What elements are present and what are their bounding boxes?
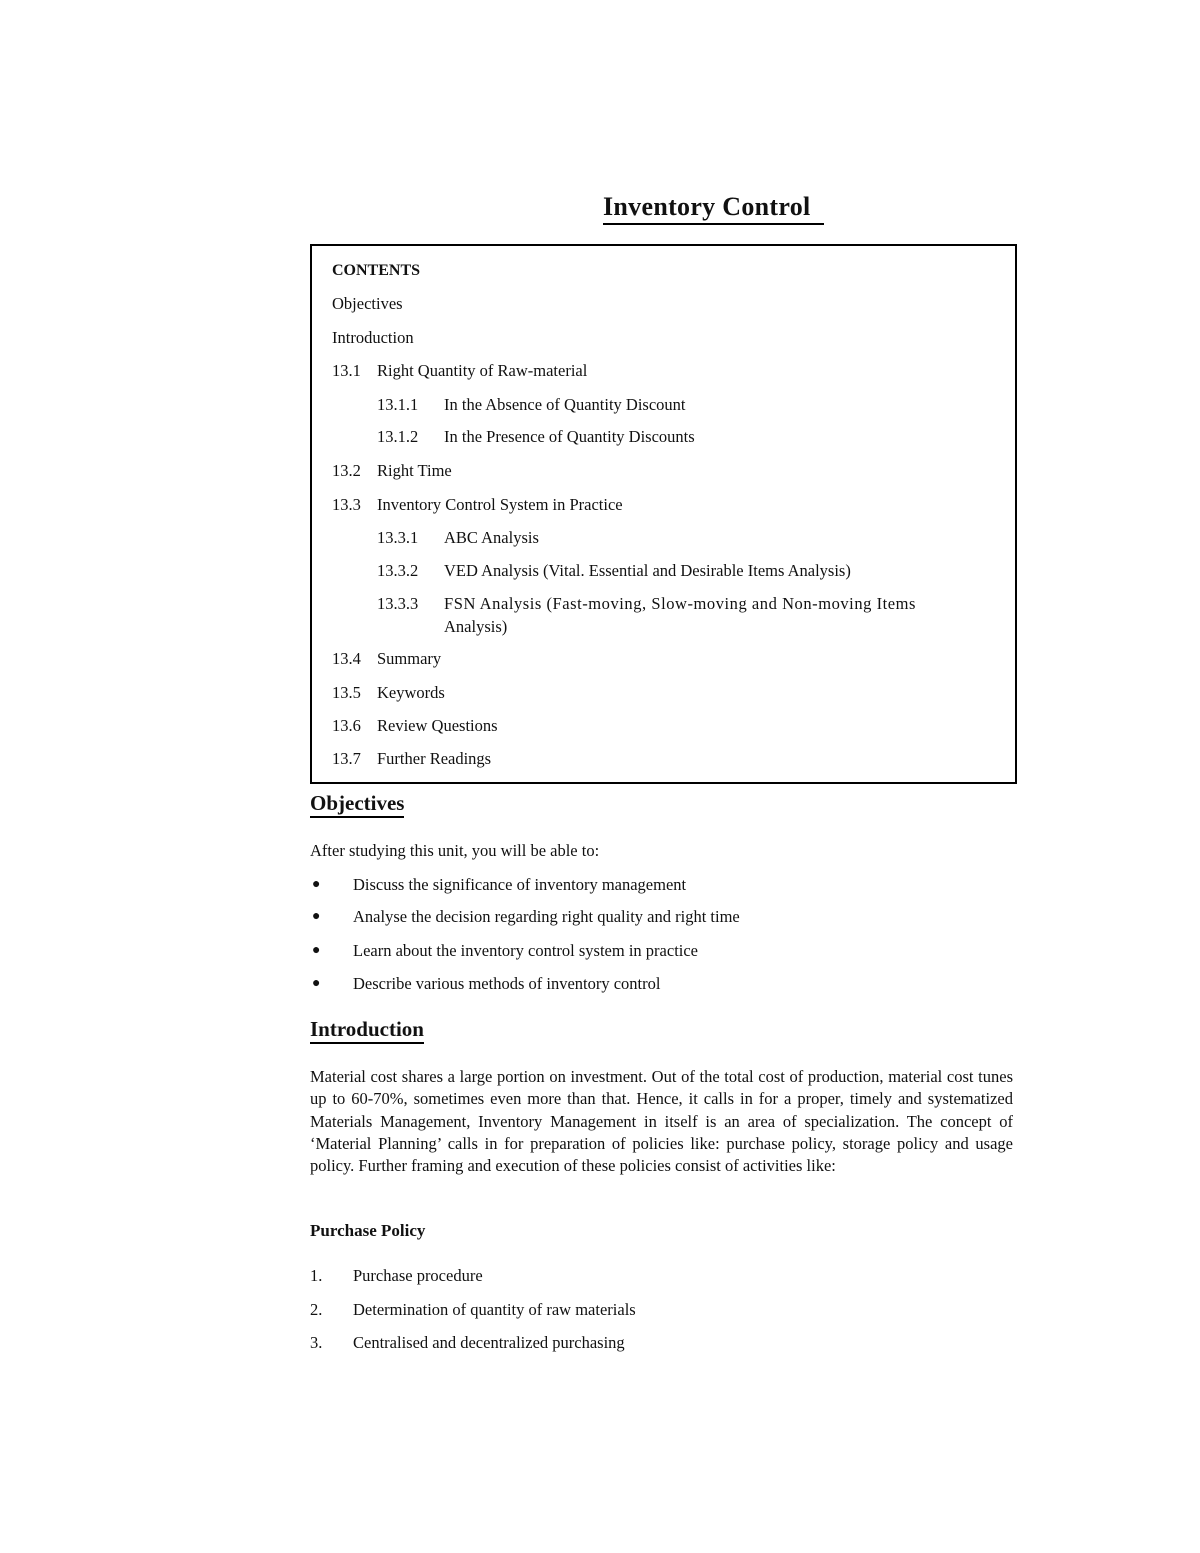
purchase-policy-item: Determination of quantity of raw materials [353, 1300, 636, 1319]
toc-item-number: 13.3.3 [377, 594, 419, 613]
list-number: 2. [310, 1300, 323, 1319]
toc-item-number: 13.1.1 [377, 395, 419, 414]
introduction-paragraph: Material cost shares a large portion on investment. Out of the total cost of production, material cost tunes up to 60-70%, sometimes even more than that. Hence, it calls in for a proper, timely and systematized Materials Management, Inventory Management in itself is an area of specialization. The concept of ‘Material Planning’ calls in for preparation of policies like: purchase policy, storage policy and usage policy. Further framing and execution of these policies consist of activities like: [310, 1067, 1013, 1176]
toc-item-text: Summary [377, 649, 442, 668]
objective-item: Learn about the inventory control system in practice [353, 941, 699, 960]
toc-item-number: 13.5 [332, 683, 361, 702]
objectives-heading: Objectives [310, 791, 404, 818]
toc-item-text: Review Questions [377, 716, 498, 735]
objectives-intro: After studying this unit, you will be able to: [310, 841, 600, 860]
toc-item-text: Keywords [377, 683, 445, 702]
toc-item-number: 13.1.2 [377, 427, 419, 446]
bullet-icon: ● [312, 976, 321, 991]
contents-box [310, 244, 1017, 784]
toc-item-text: Right Time [377, 461, 452, 480]
toc-item-text: Further Readings [377, 749, 492, 768]
purchase-policy-item: Purchase procedure [353, 1266, 483, 1285]
toc-item-text: In the Presence of Quantity Discounts [444, 427, 695, 446]
toc-item-text: Right Quantity of Raw-material [377, 361, 588, 380]
toc-item-text: FSN Analysis (Fast-moving, Slow-moving and Non-moving Items [444, 594, 916, 613]
toc-item-text: Introduction [332, 328, 414, 347]
list-number: 1. [310, 1266, 323, 1285]
toc-item-number: 13.7 [332, 749, 361, 768]
contents-heading: CONTENTS [332, 262, 421, 279]
objective-item: Analyse the decision regarding right quality and right time [353, 907, 740, 926]
toc-item-number: 13.4 [332, 649, 361, 668]
toc-item-text-continued: Analysis) [444, 617, 508, 636]
purchase-policy-item: Centralised and decentralized purchasing [353, 1333, 625, 1352]
toc-item-text: In the Absence of Quantity Discount [444, 395, 686, 414]
list-number: 3. [310, 1333, 323, 1352]
introduction-heading: Introduction [310, 1017, 424, 1044]
toc-item-text: VED Analysis (Vital. Essential and Desirable Items Analysis) [444, 561, 851, 580]
toc-item-number: 13.3.1 [377, 528, 419, 547]
toc-item-text: Inventory Control System in Practice [377, 495, 623, 514]
purchase-policy-heading: Purchase Policy [310, 1221, 426, 1240]
bullet-icon: ● [312, 943, 321, 958]
toc-item-text: Objectives [332, 294, 403, 313]
objective-item: Discuss the significance of inventory management [353, 875, 687, 894]
bullet-icon: ● [312, 877, 321, 892]
page-title: Inventory Control [603, 192, 824, 225]
toc-item-number: 13.6 [332, 716, 361, 735]
toc-item-number: 13.3.2 [377, 561, 419, 580]
bullet-icon: ● [312, 909, 321, 924]
toc-item-number: 13.1 [332, 361, 361, 380]
toc-item-number: 13.2 [332, 461, 361, 480]
objective-item: Describe various methods of inventory control [353, 974, 661, 993]
toc-item-text: ABC Analysis [444, 528, 539, 547]
toc-item-number: 13.3 [332, 495, 361, 514]
